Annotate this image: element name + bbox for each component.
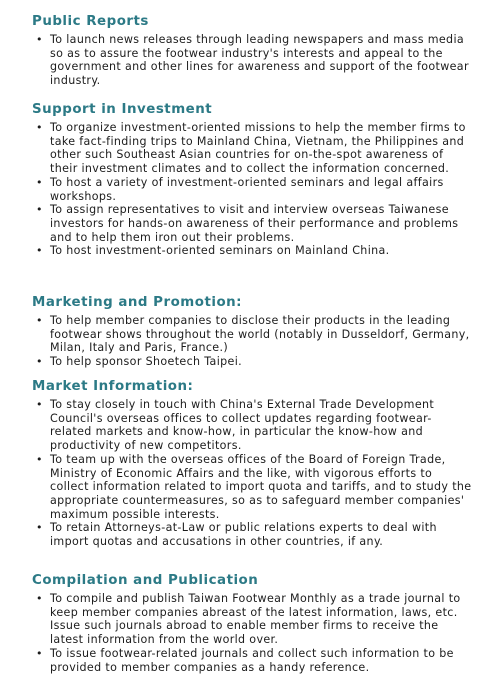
list-item bbox=[32, 592, 472, 647]
list-item-text: To retain Attorneys-at-Law or public relations experts to deal with import quotas and accusations in other countries, if any. bbox=[50, 521, 437, 549]
bullet-list bbox=[32, 314, 472, 369]
list-item bbox=[32, 33, 472, 88]
section-support-in-investment bbox=[32, 101, 472, 258]
list-item bbox=[32, 647, 472, 674]
list-item-text: To launch news releases through leading newspapers and mass media so as to assure the footwear industry's interests and appeal to the government and other lines for awareness and support of the footwear industry. bbox=[50, 33, 469, 88]
list-item bbox=[32, 355, 472, 369]
section-heading: Support in Investment bbox=[32, 102, 213, 117]
section-heading: Market Information: bbox=[32, 379, 194, 394]
list-item bbox=[32, 314, 472, 355]
bullet-icon: • bbox=[36, 646, 43, 660]
section-marketing-and-promotion bbox=[32, 294, 472, 369]
list-item bbox=[32, 453, 472, 522]
list-item-text: To help member companies to disclose their products in the leading footwear shows throughout the world (notably in Dusseldorf, Germany, Milan, Italy and Paris, France.) bbox=[50, 314, 470, 355]
bullet-list bbox=[32, 33, 472, 88]
section-market-information bbox=[32, 378, 472, 549]
bullet-list bbox=[32, 398, 472, 549]
list-item bbox=[32, 203, 472, 244]
section-public-reports bbox=[32, 13, 472, 88]
list-item-text: To assign representatives to visit and interview overseas Taiwanese investors for hands-on awareness of their performance and problems and to help them iron out their problems. bbox=[50, 203, 459, 244]
bullet-icon: • bbox=[36, 355, 43, 369]
list-item bbox=[32, 398, 472, 453]
list-item-text: To organize investment-oriented missions to help the member firms to take fact-finding trips to Mainland China, Vietnam, the Philippines and other such Southeast Asian countries for on-the-spot awareness of their investment climates and to collect the information concerned. bbox=[50, 121, 466, 176]
list-item-text: To help sponsor Shoetech Taipei. bbox=[50, 355, 243, 369]
list-item-text: To compile and publish Taiwan Footwear Monthly as a trade journal to keep member companies abreast of the latest information, laws, etc. Issue such journals abroad to enable member firms to receive the latest information from the world over. bbox=[50, 592, 461, 647]
list-item-text: To issue footwear-related journals and collect such information to be provided to member companies as a handy reference. bbox=[50, 646, 454, 674]
bullet-icon: • bbox=[36, 244, 43, 258]
bullet-icon: • bbox=[36, 33, 43, 46]
list-item bbox=[32, 521, 472, 548]
bullet-icon: • bbox=[36, 398, 43, 411]
bullet-icon: • bbox=[36, 121, 43, 134]
bullet-icon: • bbox=[36, 521, 43, 535]
section-heading: Marketing and Promotion: bbox=[32, 295, 243, 310]
list-item bbox=[32, 244, 472, 258]
list-item-text: To stay closely in touch with China's External Trade Development Council's overseas offices to collect updates regarding footwear-related markets and know-how, in particular the know-how and productivity of new competitors. bbox=[50, 398, 435, 453]
list-item bbox=[32, 176, 472, 203]
bullet-icon: • bbox=[36, 592, 43, 605]
bullet-icon: • bbox=[36, 203, 43, 217]
bullet-icon: • bbox=[36, 314, 43, 327]
section-compilation-and-publication bbox=[32, 572, 472, 674]
list-item-text: To team up with the overseas offices of the Board of Foreign Trade, Ministry of Economic Affairs and the like, with vigorous efforts to collect information related to import quota and tariffs, and to study the appropriate countermeasures, so as to safeguard member companies' maximum possible interests. bbox=[50, 452, 472, 521]
bullet-list bbox=[32, 592, 472, 674]
list-item bbox=[32, 121, 472, 176]
bullet-list bbox=[32, 121, 472, 258]
list-item-text: To host investment-oriented seminars on Mainland China. bbox=[50, 244, 390, 258]
bullet-icon: • bbox=[36, 452, 43, 466]
list-item-text: To host a variety of investment-oriented seminars and legal affairs workshops. bbox=[50, 175, 444, 203]
section-heading: Compilation and Publication bbox=[32, 573, 259, 588]
bullet-icon: • bbox=[36, 175, 43, 189]
section-heading: Public Reports bbox=[32, 14, 149, 29]
